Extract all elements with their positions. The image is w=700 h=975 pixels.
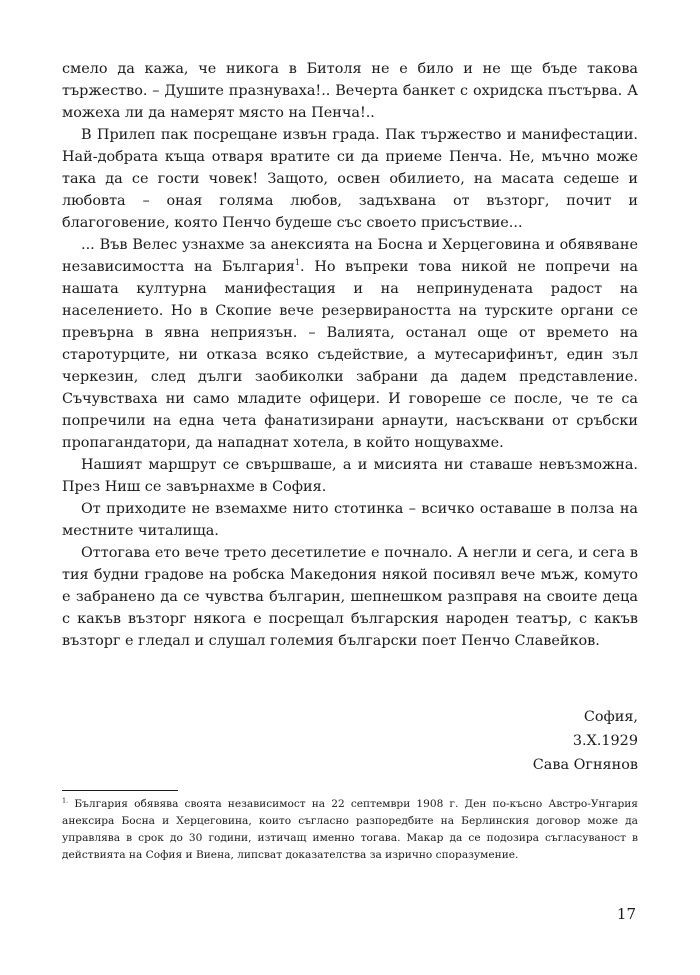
footnote xyxy=(62,796,638,864)
paragraph: Нашият маршрут се свършваше, а и мисията ни ставаше невъзможна. През Ниш се завърнахме в София. xyxy=(62,457,638,495)
footnote-text: България обявява своята независимост на 22 септември 1908 г. Ден по-късно Австро-Унгария анексира Босна и Херцеговина, които съгласно разпоредбите на Берлинския договор може да управлява в срок до 30 години, изтичащ именно тогава. Макар да се подозира съгласуваност в действията на София и Виена, липсват доказателства за изрично споразумение. xyxy=(62,798,638,861)
signature-date: 3.Х.1929 xyxy=(572,733,638,749)
footnote-reference[interactable]: 1 xyxy=(294,258,300,268)
paragraph-with-footnote xyxy=(62,234,638,454)
signature-block xyxy=(533,705,638,777)
signature-author: Сава Огнянов xyxy=(532,757,638,773)
paragraph: Оттогава ето вече трето десетилетие е почнало. А негли и сега, и сега в тия будни градове на робска Македония някой посивял вече мъж, комуто е забранено да се чувства българин, шепнешком разправя на своите деца с какъв възторг някога е посрещал българския народен театър, с какъв възторг е гледал и слушал големия български поет Пенчо Славейков. xyxy=(62,545,638,649)
paragraph-text-start: ... Във Велес узнахме за анексията на Босна и Херцеговина и обявяване независимостта на България xyxy=(62,237,638,275)
footnote-divider xyxy=(62,790,178,791)
footnote-marker: 1. xyxy=(62,796,69,805)
paragraph-text-end: . Но въпреки това никой не попречи на нашата културна манифестация и на непринудената радост на населението. Но в Скопие вече резервираността на турските органи се превърна в явна неприязън. – Валията, останал още от времето на старотурците, ни отказа всяко съдействие, а мутесарифинът, един зъл черкезин, след дълги заобиколки забрани да дадем представление. Съчувстваха ни само младите офицери. И говореше се после, че те са попречили на една чета фанатизирани арнаути, насъсквани от сръбски пропагандатори, да нападнат хотела, в който нощувахме. xyxy=(62,259,639,451)
paragraph: От приходите не вземахме нито стотинка – всичко оставаше в полза на местните читалища. xyxy=(62,501,638,539)
signature-place: София, xyxy=(583,709,638,725)
paragraph: В Прилеп пак посрещане извън града. Пак тържество и манифестации. Най-добрата къща отваря вратите си да приеме Пенча. Не, мъчно може така да се гости човек! Защото, освен обилието, на масата седеше и любовта – оная голяма любов, задъхвана от възторг, почит и благоговение, която Пенчо будеше със своето присъствие... xyxy=(62,127,638,231)
body-text xyxy=(62,58,638,652)
paragraph: смело да кажа, че никога в Битоля не е било и не ще бъде такова тържество. – Душите празнуваха!.. Вечерта банкет с охридска пъстърва. А можеха ли да намерят място на Пенча!.. xyxy=(62,61,638,121)
page-number: 17 xyxy=(616,905,636,923)
